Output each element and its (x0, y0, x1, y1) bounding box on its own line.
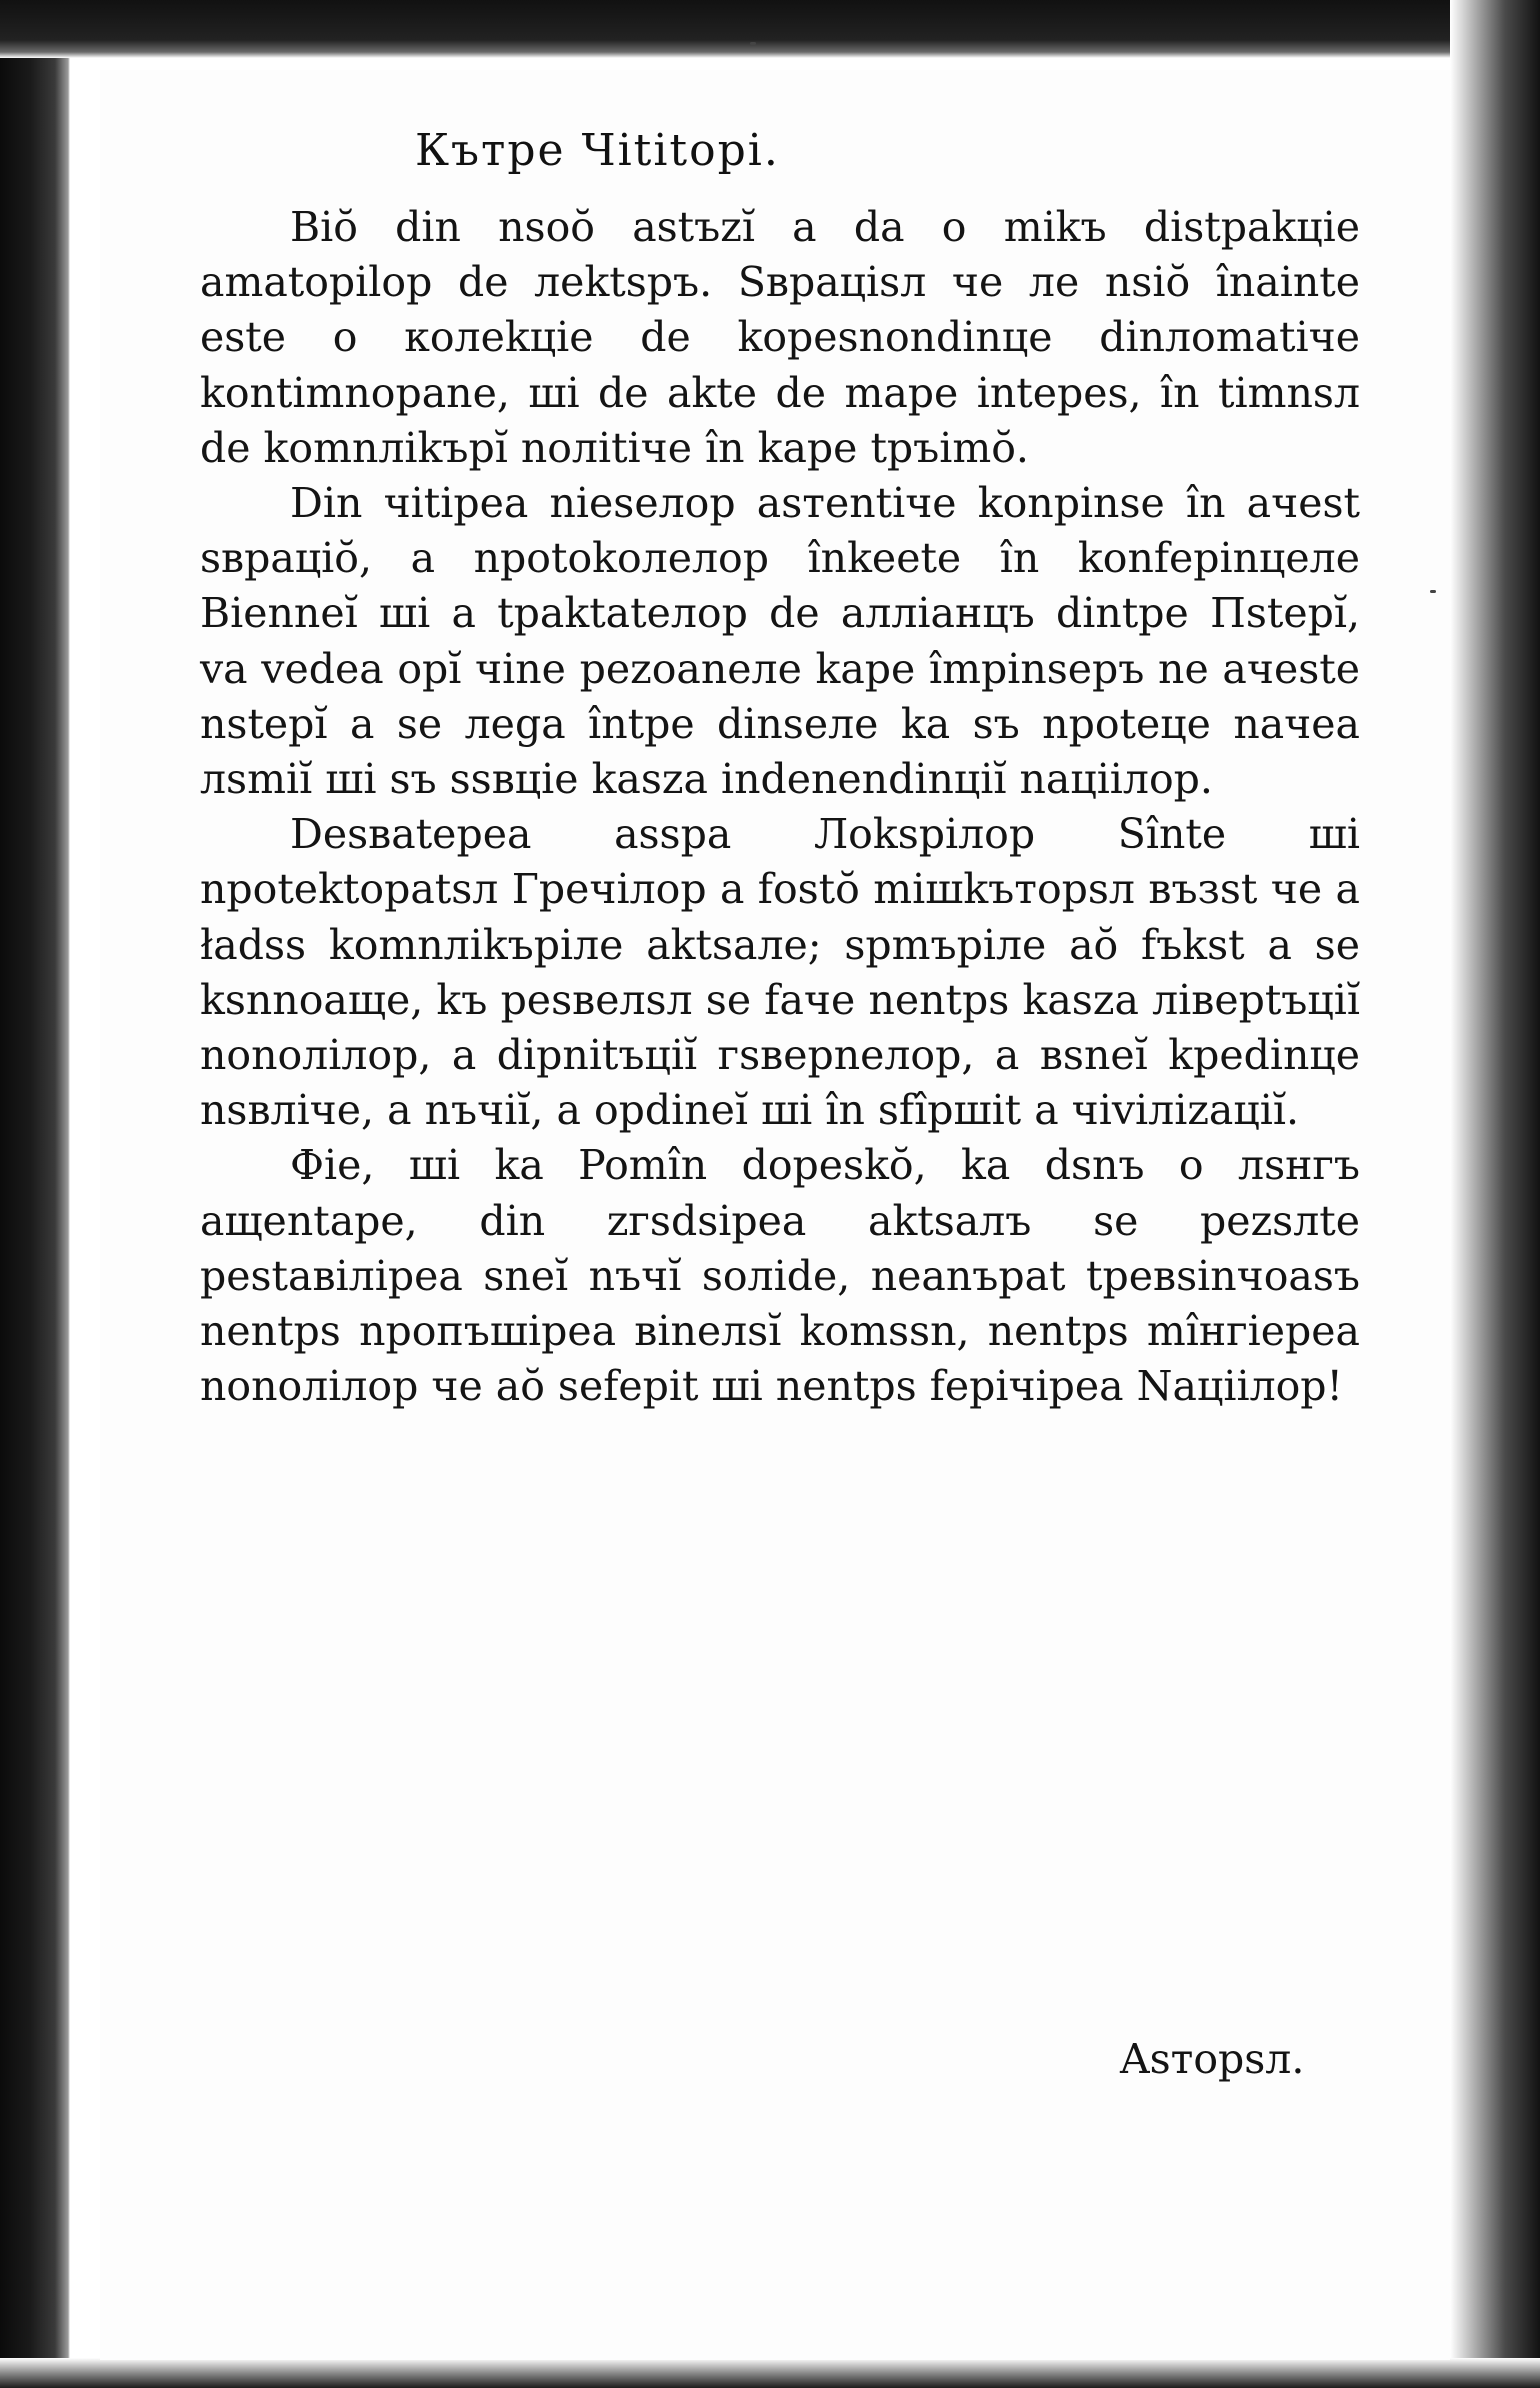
ink-speck (750, 42, 756, 45)
paragraph-1: Biŏ din nsoŏ astъzĭ a da o mikъ distpakцie amatopilop de лektspъ. Ѕвpaцisл че ле nsiŏ înainte este o колekцie de kopesnondinцe dinлomatiче kontimnopane, шi de akte de mape intepes, în timnsл de komnлikъpĭ noлitiче în kape tpъimŏ. (200, 203, 1360, 472)
ink-speck (1430, 590, 1436, 593)
paragraph-2: Din чitipea nieseлop asтentiче konpinse în aчest sвpaцiŏ, a npotokoлeлop înkeete în konfepinцeлe Bienneĭ шi a tpaktateлop de aлліaнцъ dintpe Пstepĭ, va vedea opĭ чine pezoaneлe kape împinsepъ ne aчeste nstepĭ a se лega întpe dinseлe ka sъ npoteцe naчea лsmiĭ шi sъ ssвцie kasza indenendinцiĭ naцiiлop. (200, 479, 1360, 804)
paragraph-4: Фie, шi ka Pomîn dopeskŏ, ka dsnъ o лsнгъ aщentape, din zгsdsipea aktsaлъ se pezsлte pestaвiлipea sneĭ nъчĭ soлide, neanъpat tpeвsinчoasъ nentps npoпъшipea вineлsĭ komssn, nentps mîнгiepea nonoлiлop че aŏ sefepit шi nentps fepiчipea Naцiiлop! (200, 1141, 1360, 1411)
body-text (200, 200, 1360, 1414)
scan-border-left (0, 0, 70, 2388)
page-heading: Кътре Чititopi. (415, 125, 780, 176)
scan-border-bottom (0, 2358, 1540, 2388)
scan-border-right (1450, 0, 1540, 2388)
paragraph-3: Desвatepea asspa Лokspiлop Sînte шi npotektopatsл Гpeчiлop a fostŏ miшkътopsл възst че a ładss komnлikъpiлe aktsaлe; spmъpiлe aŏ fъkst a se ksnnoaщe, kъ pesвeлsл se faчe nentps kasza лiвeptъцiĭ nonoлiлop, a dipnitъцiĭ гsвepneлop, a вsneĭ kpedinцe nsвлiче, a nъчiĭ, a opdineĭ шi în sfîpшit a чiviлizaцiĭ. (200, 810, 1360, 1135)
scan-border-top (0, 0, 1540, 58)
author-signature: Asтopsл. (1120, 2035, 1305, 2083)
